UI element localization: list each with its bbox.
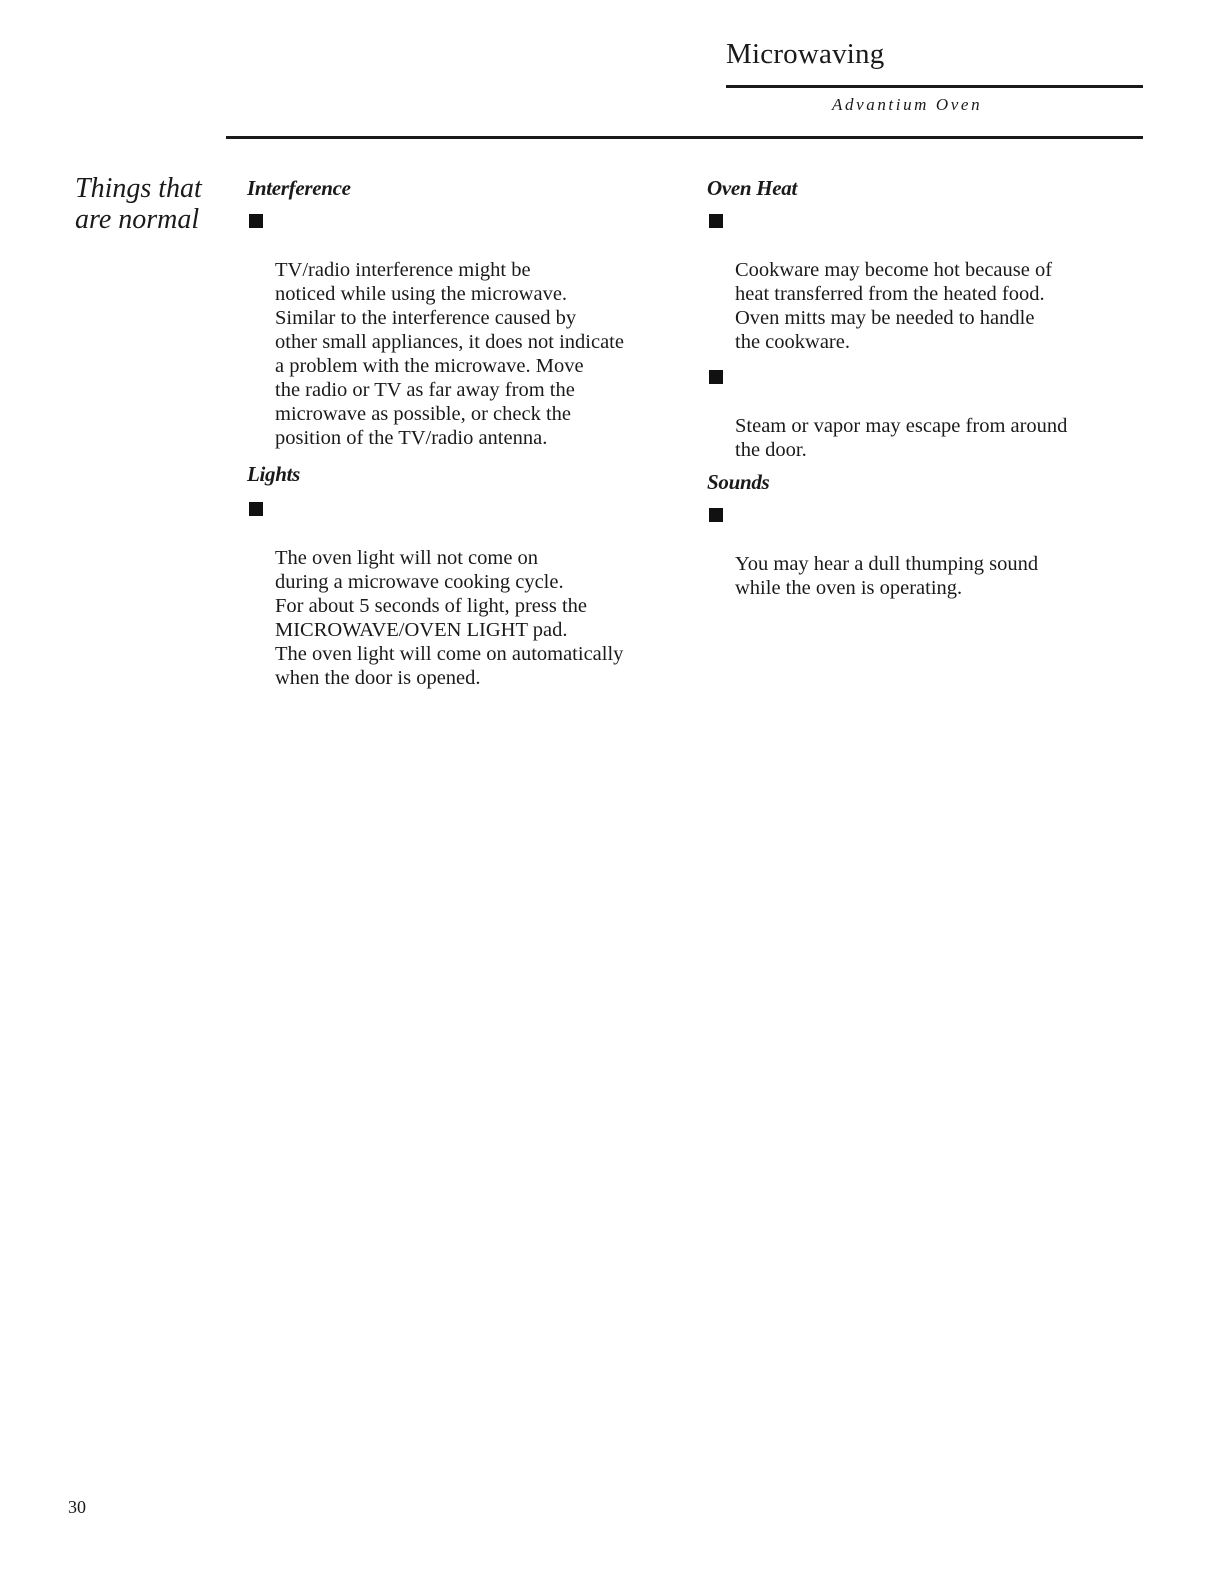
list-item	[247, 498, 697, 690]
bullet-text: TV/radio interference might be noticed while using the microwave. Similar to the interference caused by other small appliances, it does not indicate a problem with the microwave. Move the radio or TV as far away from the microwave as possible, or check the position of the TV/radio antenna.	[275, 259, 624, 449]
section-heading-lights: Lights	[247, 462, 301, 486]
side-heading: Things that are normal	[75, 173, 202, 235]
page-number: 30	[68, 1497, 86, 1517]
bullet-text: Steam or vapor may escape from around the door.	[735, 415, 1068, 461]
right-column	[707, 174, 1137, 612]
page-subtitle: Advantium Oven	[832, 95, 983, 114]
square-bullet-icon	[249, 502, 263, 516]
header-rule	[726, 85, 1143, 88]
section-heading-sounds: Sounds	[707, 470, 770, 494]
section-heading-oven-heat: Oven Heat	[707, 176, 798, 200]
square-bullet-icon	[709, 370, 723, 384]
list-item	[707, 504, 1137, 600]
left-column	[247, 174, 697, 702]
bullet-text: Cookware may become hot because of heat transferred from the heated food. Oven mitts may be needed to handle the cookware.	[735, 259, 1053, 353]
list-item	[247, 210, 697, 450]
section-rule	[226, 136, 1143, 139]
square-bullet-icon	[709, 214, 723, 228]
section-heading-interference: Interference	[247, 176, 351, 200]
list-item	[707, 366, 1137, 462]
bullet-text: You may hear a dull thumping sound while the oven is operating.	[735, 553, 1039, 599]
list-item	[707, 210, 1137, 354]
bullet-text: The oven light will not come on during a microwave cooking cycle. For about 5 seconds of light, press the MICROWAVE/OVEN LIGHT pad. The oven light will come on automatically when the door is opened.	[275, 547, 624, 689]
square-bullet-icon	[709, 508, 723, 522]
square-bullet-icon	[249, 214, 263, 228]
page-title: Microwaving	[726, 38, 885, 70]
